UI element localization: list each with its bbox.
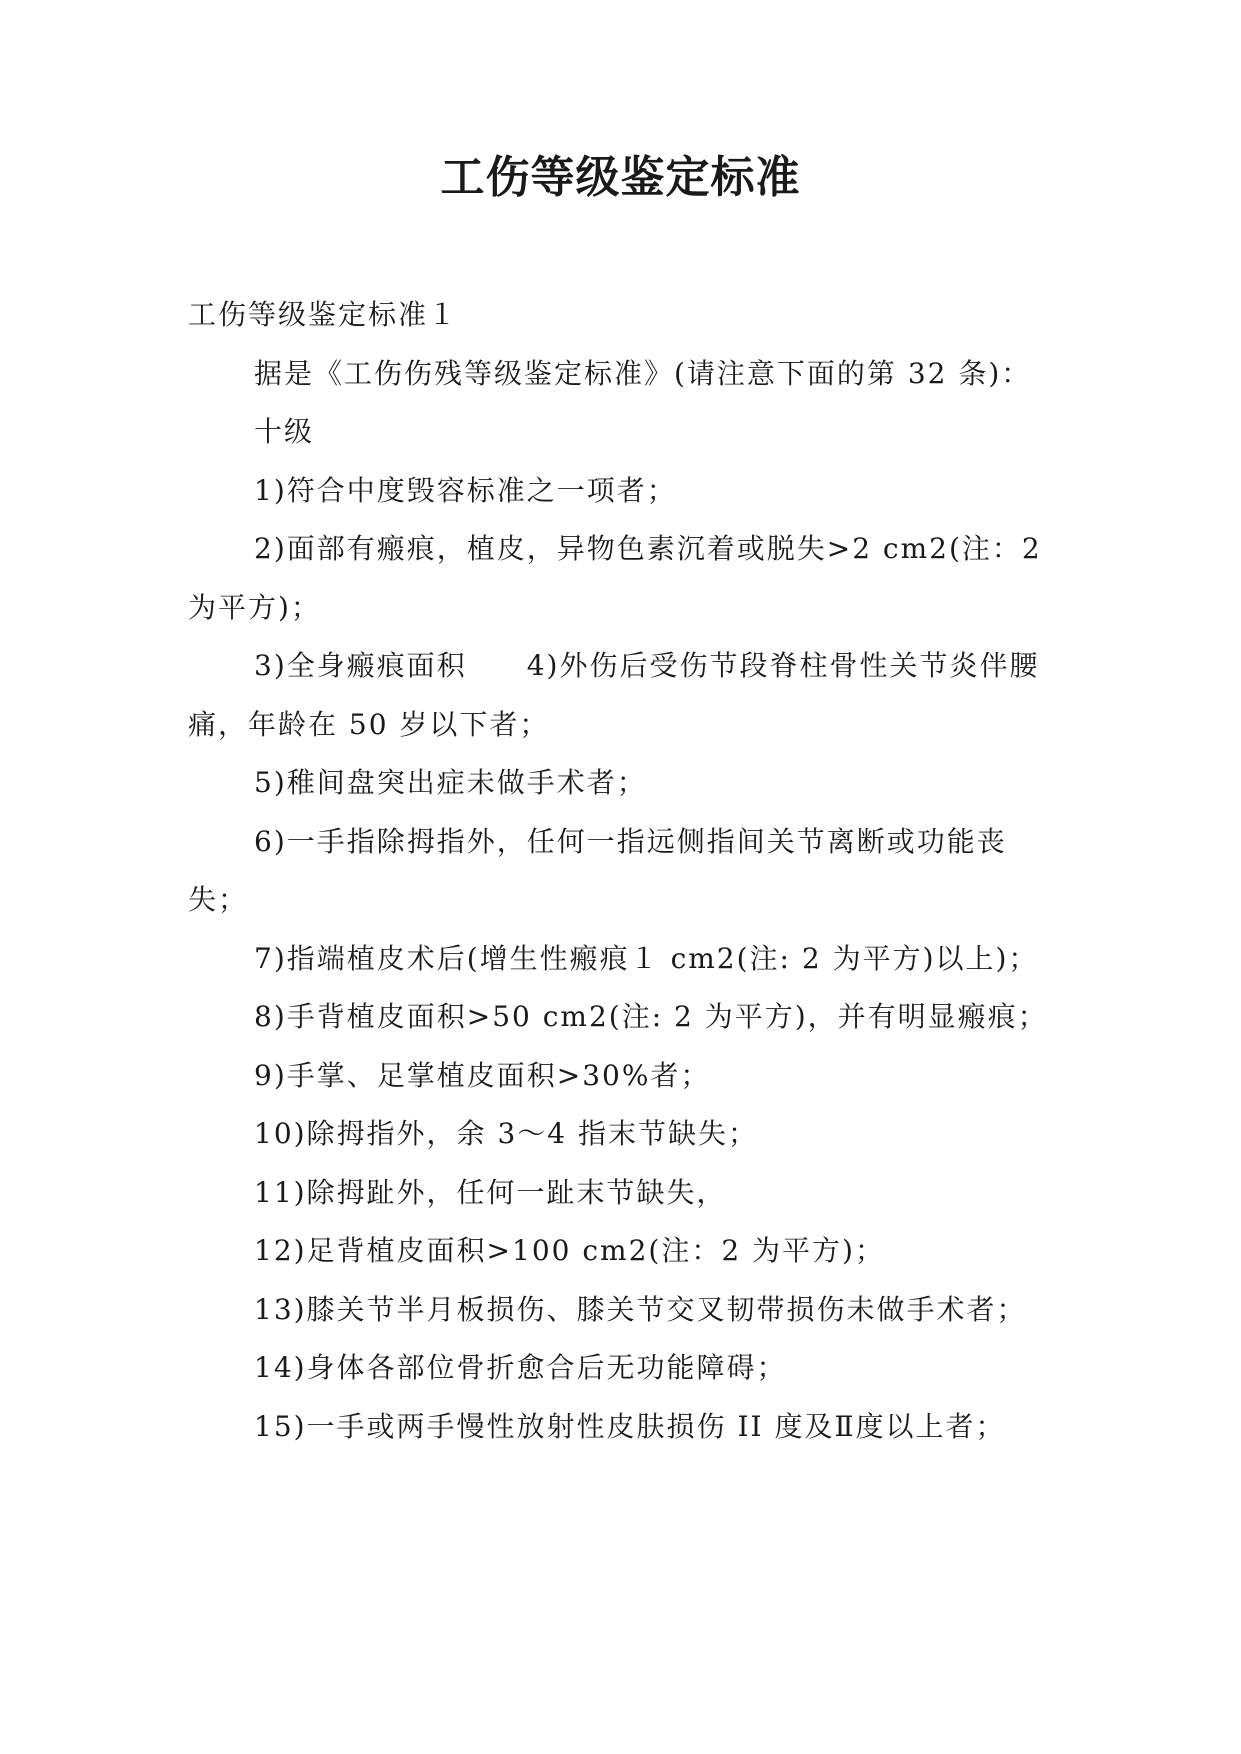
list-item: 13)膝关节半月板损伤、膝关节交叉韧带损伤未做手术者； [254, 1292, 1027, 1326]
document-body [188, 286, 1050, 1456]
grade-heading: 十级 [254, 415, 315, 448]
list-item: 11)除拇趾外，任何一趾末节缺失， [254, 1175, 727, 1209]
list-item: 9)手掌、足掌植皮面积>30%者； [254, 1058, 711, 1092]
list-item: 3)全身瘢痕面积 4)外伤后受伤节段脊柱骨性关节炎伴腰痛，年龄在 50 岁以下者； [188, 649, 1040, 741]
list-item: 2)面部有瘢痕，植皮，异物色素沉着或脱失>2 cm2(注：2 为平方)； [188, 532, 1042, 624]
list-item: 14)身体各部位骨折愈合后无功能障碍； [254, 1351, 787, 1384]
list-item: 10)除拇指外，余 3～4 指末节缺失； [254, 1117, 758, 1150]
intro-paragraph: 据是《工伤伤残等级鉴定标准》(请注意下面的第 32 条)： [254, 356, 1032, 390]
list-item: 12)足背植皮面积>100 cm2(注：2 为平方)； [254, 1234, 885, 1267]
list-item: 6)一手指除拇指外，任何一指远侧指间关节离断或功能丧失； [188, 824, 1007, 916]
list-item: 1)符合中度毁容标准之一项者； [254, 473, 677, 507]
section-heading: 工伤等级鉴定标准１ [188, 298, 459, 331]
document-title: 工伤等级鉴定标准 [440, 152, 801, 203]
list-item: 15)一手或两手慢性放射性皮肤损伤 II 度及Ⅱ度以上者； [254, 1409, 1006, 1443]
list-item: 7)指端植皮术后(增生性瘢痕１ cm2(注: 2 为平方)以上)； [254, 941, 1039, 975]
list-item: 5)稚间盘突出症未做手术者； [254, 766, 647, 799]
list-item: 8)手背植皮面积>50 cm2(注: 2 为平方)，并有明显瘢痕； [254, 1000, 1048, 1033]
